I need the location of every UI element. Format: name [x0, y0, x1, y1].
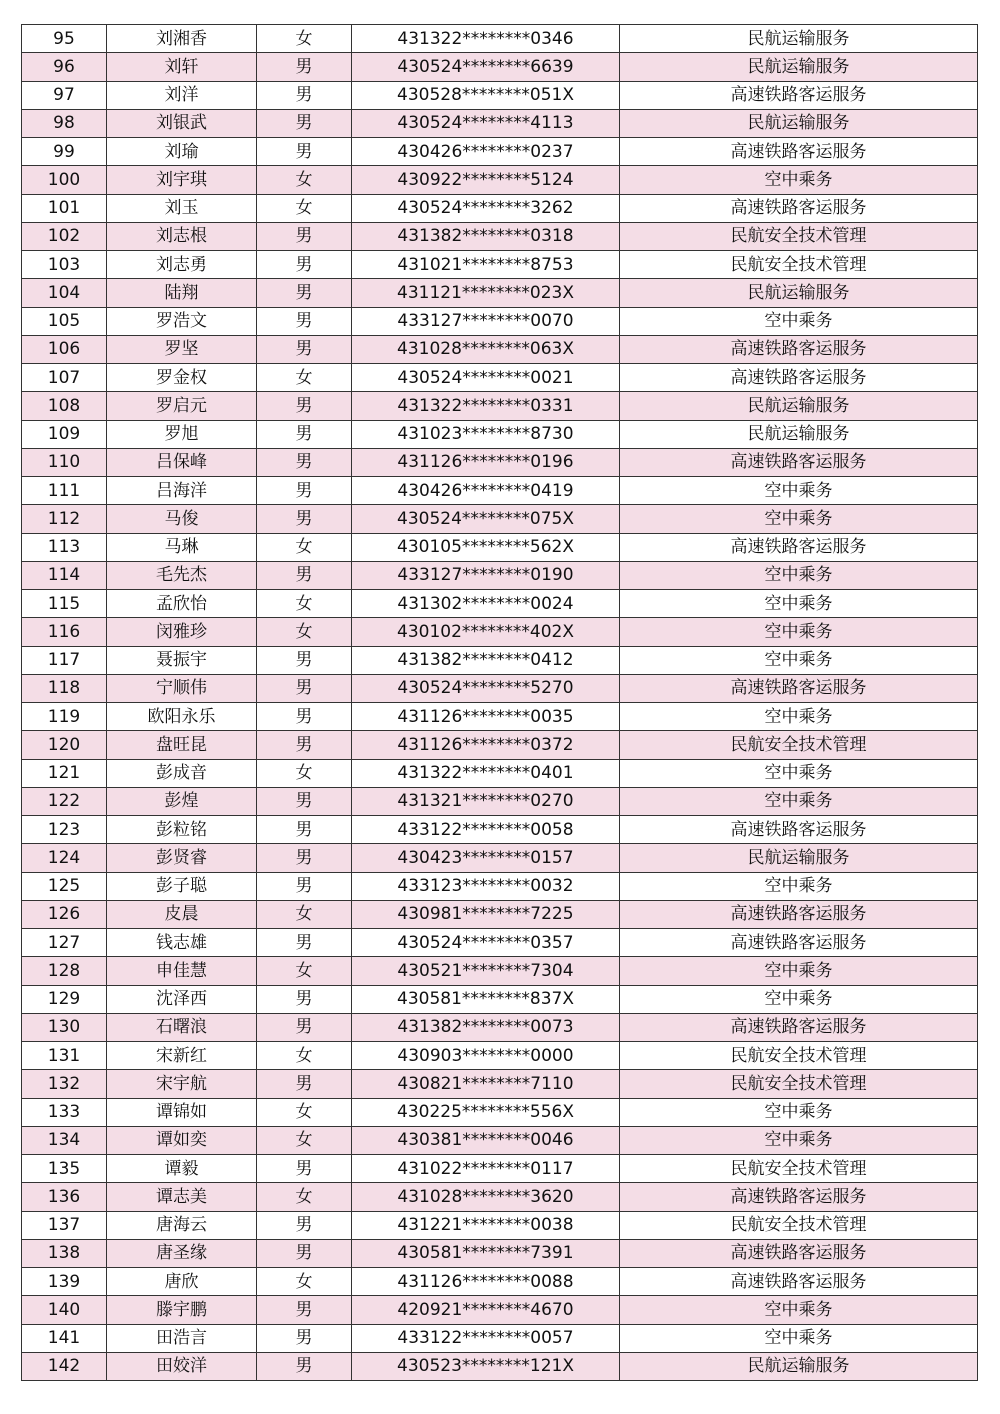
gender-cell: 男 — [257, 505, 352, 533]
name-cell: 欧阳永乐 — [107, 703, 257, 731]
gender-cell: 男 — [257, 703, 352, 731]
name-cell: 刘轩 — [107, 53, 257, 81]
name-cell: 刘志根 — [107, 222, 257, 250]
id-number-cell: 431382********0073 — [352, 1013, 620, 1041]
table-row — [22, 251, 978, 279]
name-cell: 宋新红 — [107, 1042, 257, 1070]
id-number-cell: 431028********063X — [352, 335, 620, 363]
id-number-cell: 431322********0331 — [352, 392, 620, 420]
major-cell: 空中乘务 — [620, 590, 978, 618]
table-row — [22, 392, 978, 420]
gender-cell: 男 — [257, 1013, 352, 1041]
id-number-cell: 430524********4113 — [352, 109, 620, 137]
gender-cell: 男 — [257, 477, 352, 505]
id-number-cell: 430524********0021 — [352, 364, 620, 392]
table-row — [22, 1013, 978, 1041]
major-cell: 空中乘务 — [620, 505, 978, 533]
major-cell: 空中乘务 — [620, 307, 978, 335]
table-row — [22, 279, 978, 307]
name-cell: 罗坚 — [107, 335, 257, 363]
major-cell: 空中乘务 — [620, 646, 978, 674]
table-row — [22, 646, 978, 674]
id-number-cell: 430581********837X — [352, 985, 620, 1013]
table-row — [22, 674, 978, 702]
name-cell: 马俊 — [107, 505, 257, 533]
row-number-cell: 140 — [22, 1296, 107, 1324]
name-cell: 宁顺伟 — [107, 674, 257, 702]
gender-cell: 男 — [257, 872, 352, 900]
gender-cell: 男 — [257, 1070, 352, 1098]
id-number-cell: 431126********0372 — [352, 731, 620, 759]
row-number-cell: 99 — [22, 138, 107, 166]
table-row — [22, 618, 978, 646]
name-cell: 闵雅珍 — [107, 618, 257, 646]
gender-cell: 男 — [257, 1324, 352, 1352]
table-row — [22, 787, 978, 815]
row-number-cell: 109 — [22, 420, 107, 448]
major-cell: 民航安全技术管理 — [620, 731, 978, 759]
id-number-cell: 430105********562X — [352, 533, 620, 561]
row-number-cell: 98 — [22, 109, 107, 137]
id-number-cell: 430423********0157 — [352, 844, 620, 872]
major-cell: 民航安全技术管理 — [620, 1211, 978, 1239]
gender-cell: 女 — [257, 957, 352, 985]
gender-cell: 女 — [257, 1126, 352, 1154]
table-row — [22, 307, 978, 335]
id-number-cell: 430426********0237 — [352, 138, 620, 166]
id-number-cell: 431121********023X — [352, 279, 620, 307]
row-number-cell: 122 — [22, 787, 107, 815]
row-number-cell: 125 — [22, 872, 107, 900]
id-number-cell: 430381********0046 — [352, 1126, 620, 1154]
gender-cell: 女 — [257, 166, 352, 194]
gender-cell: 男 — [257, 307, 352, 335]
major-cell: 民航运输服务 — [620, 25, 978, 53]
id-number-cell: 430981********7225 — [352, 900, 620, 928]
gender-cell: 男 — [257, 985, 352, 1013]
major-cell: 高速铁路客运服务 — [620, 533, 978, 561]
row-number-cell: 116 — [22, 618, 107, 646]
row-number-cell: 95 — [22, 25, 107, 53]
table-row — [22, 844, 978, 872]
id-number-cell: 433122********0057 — [352, 1324, 620, 1352]
major-cell: 高速铁路客运服务 — [620, 900, 978, 928]
row-number-cell: 128 — [22, 957, 107, 985]
table-row — [22, 759, 978, 787]
name-cell: 刘志勇 — [107, 251, 257, 279]
gender-cell: 男 — [257, 138, 352, 166]
table-row — [22, 1324, 978, 1352]
table-row — [22, 364, 978, 392]
table-row — [22, 1155, 978, 1183]
major-cell: 民航运输服务 — [620, 844, 978, 872]
table-row — [22, 1268, 978, 1296]
table-row — [22, 1239, 978, 1267]
row-number-cell: 113 — [22, 533, 107, 561]
table-row — [22, 533, 978, 561]
name-cell: 罗金权 — [107, 364, 257, 392]
gender-cell: 女 — [257, 590, 352, 618]
row-number-cell: 123 — [22, 816, 107, 844]
name-cell: 谭如奕 — [107, 1126, 257, 1154]
gender-cell: 男 — [257, 392, 352, 420]
gender-cell: 女 — [257, 1268, 352, 1296]
major-cell: 高速铁路客运服务 — [620, 138, 978, 166]
name-cell: 彭成音 — [107, 759, 257, 787]
gender-cell: 男 — [257, 731, 352, 759]
id-number-cell: 431028********3620 — [352, 1183, 620, 1211]
name-cell: 谭毅 — [107, 1155, 257, 1183]
row-number-cell: 136 — [22, 1183, 107, 1211]
name-cell: 彭贤睿 — [107, 844, 257, 872]
table-row — [22, 561, 978, 589]
row-number-cell: 119 — [22, 703, 107, 731]
major-cell: 民航安全技术管理 — [620, 251, 978, 279]
id-number-cell: 430524********3262 — [352, 194, 620, 222]
id-number-cell: 430102********402X — [352, 618, 620, 646]
roster-table — [21, 24, 978, 1381]
row-number-cell: 134 — [22, 1126, 107, 1154]
row-number-cell: 112 — [22, 505, 107, 533]
major-cell: 空中乘务 — [620, 1126, 978, 1154]
major-cell: 民航运输服务 — [620, 420, 978, 448]
table-row — [22, 222, 978, 250]
row-number-cell: 142 — [22, 1352, 107, 1380]
name-cell: 刘洋 — [107, 81, 257, 109]
id-number-cell: 430524********075X — [352, 505, 620, 533]
row-number-cell: 96 — [22, 53, 107, 81]
gender-cell: 男 — [257, 674, 352, 702]
name-cell: 刘玉 — [107, 194, 257, 222]
id-number-cell: 431126********0035 — [352, 703, 620, 731]
major-cell: 空中乘务 — [620, 618, 978, 646]
major-cell: 高速铁路客运服务 — [620, 1013, 978, 1041]
id-number-cell: 431322********0346 — [352, 25, 620, 53]
row-number-cell: 124 — [22, 844, 107, 872]
id-number-cell: 430528********051X — [352, 81, 620, 109]
gender-cell: 男 — [257, 279, 352, 307]
gender-cell: 男 — [257, 646, 352, 674]
table-row — [22, 900, 978, 928]
table-row — [22, 1352, 978, 1380]
major-cell: 空中乘务 — [620, 1324, 978, 1352]
name-cell: 申佳慧 — [107, 957, 257, 985]
row-number-cell: 132 — [22, 1070, 107, 1098]
name-cell: 孟欣怡 — [107, 590, 257, 618]
name-cell: 刘瑜 — [107, 138, 257, 166]
table-row — [22, 1183, 978, 1211]
name-cell: 陆翔 — [107, 279, 257, 307]
gender-cell: 男 — [257, 109, 352, 137]
major-cell: 高速铁路客运服务 — [620, 448, 978, 476]
table-row — [22, 985, 978, 1013]
table-row — [22, 1211, 978, 1239]
gender-cell: 男 — [257, 1155, 352, 1183]
row-number-cell: 121 — [22, 759, 107, 787]
row-number-cell: 117 — [22, 646, 107, 674]
major-cell: 民航安全技术管理 — [620, 1155, 978, 1183]
table-row — [22, 477, 978, 505]
id-number-cell: 430524********0357 — [352, 929, 620, 957]
id-number-cell: 431023********8730 — [352, 420, 620, 448]
name-cell: 毛先杰 — [107, 561, 257, 589]
name-cell: 宋宇航 — [107, 1070, 257, 1098]
id-number-cell: 430581********7391 — [352, 1239, 620, 1267]
row-number-cell: 118 — [22, 674, 107, 702]
table-row — [22, 194, 978, 222]
gender-cell: 女 — [257, 900, 352, 928]
id-number-cell: 431382********0412 — [352, 646, 620, 674]
major-cell: 空中乘务 — [620, 703, 978, 731]
major-cell: 民航运输服务 — [620, 1352, 978, 1380]
id-number-cell: 430523********121X — [352, 1352, 620, 1380]
row-number-cell: 102 — [22, 222, 107, 250]
name-cell: 刘湘香 — [107, 25, 257, 53]
id-number-cell: 433122********0058 — [352, 816, 620, 844]
major-cell: 空中乘务 — [620, 759, 978, 787]
table-row — [22, 420, 978, 448]
id-number-cell: 431382********0318 — [352, 222, 620, 250]
id-number-cell: 420921********4670 — [352, 1296, 620, 1324]
roster-body — [22, 25, 978, 1381]
major-cell: 空中乘务 — [620, 957, 978, 985]
name-cell: 罗旭 — [107, 420, 257, 448]
gender-cell: 男 — [257, 1296, 352, 1324]
major-cell: 空中乘务 — [620, 1296, 978, 1324]
name-cell: 彭粒铭 — [107, 816, 257, 844]
name-cell: 唐欣 — [107, 1268, 257, 1296]
row-number-cell: 108 — [22, 392, 107, 420]
id-number-cell: 431126********0088 — [352, 1268, 620, 1296]
gender-cell: 女 — [257, 759, 352, 787]
name-cell: 田姣洋 — [107, 1352, 257, 1380]
major-cell: 民航安全技术管理 — [620, 222, 978, 250]
gender-cell: 女 — [257, 618, 352, 646]
gender-cell: 女 — [257, 364, 352, 392]
row-number-cell: 101 — [22, 194, 107, 222]
row-number-cell: 115 — [22, 590, 107, 618]
table-row — [22, 590, 978, 618]
table-row — [22, 957, 978, 985]
table-row — [22, 53, 978, 81]
row-number-cell: 106 — [22, 335, 107, 363]
name-cell: 钱志雄 — [107, 929, 257, 957]
name-cell: 滕宇鹏 — [107, 1296, 257, 1324]
major-cell: 高速铁路客运服务 — [620, 674, 978, 702]
id-number-cell: 430903********0000 — [352, 1042, 620, 1070]
table-row — [22, 505, 978, 533]
major-cell: 空中乘务 — [620, 477, 978, 505]
row-number-cell: 138 — [22, 1239, 107, 1267]
id-number-cell: 431021********8753 — [352, 251, 620, 279]
id-number-cell: 433127********0190 — [352, 561, 620, 589]
major-cell: 高速铁路客运服务 — [620, 816, 978, 844]
gender-cell: 男 — [257, 816, 352, 844]
table-row — [22, 166, 978, 194]
id-number-cell: 430821********7110 — [352, 1070, 620, 1098]
major-cell: 高速铁路客运服务 — [620, 335, 978, 363]
name-cell: 吕海洋 — [107, 477, 257, 505]
id-number-cell: 430225********556X — [352, 1098, 620, 1126]
row-number-cell: 137 — [22, 1211, 107, 1239]
major-cell: 民航运输服务 — [620, 279, 978, 307]
major-cell: 民航安全技术管理 — [620, 1042, 978, 1070]
gender-cell: 男 — [257, 448, 352, 476]
row-number-cell: 141 — [22, 1324, 107, 1352]
name-cell: 谭志美 — [107, 1183, 257, 1211]
id-number-cell: 431321********0270 — [352, 787, 620, 815]
table-row — [22, 1070, 978, 1098]
id-number-cell: 430524********5270 — [352, 674, 620, 702]
name-cell: 皮晨 — [107, 900, 257, 928]
gender-cell: 女 — [257, 1098, 352, 1126]
major-cell: 高速铁路客运服务 — [620, 1239, 978, 1267]
row-number-cell: 107 — [22, 364, 107, 392]
id-number-cell: 431022********0117 — [352, 1155, 620, 1183]
id-number-cell: 433123********0032 — [352, 872, 620, 900]
major-cell: 高速铁路客运服务 — [620, 1183, 978, 1211]
name-cell: 彭煌 — [107, 787, 257, 815]
gender-cell: 女 — [257, 194, 352, 222]
major-cell: 高速铁路客运服务 — [620, 1268, 978, 1296]
gender-cell: 男 — [257, 844, 352, 872]
row-number-cell: 133 — [22, 1098, 107, 1126]
gender-cell: 男 — [257, 335, 352, 363]
table-row — [22, 25, 978, 53]
major-cell: 空中乘务 — [620, 985, 978, 1013]
major-cell: 空中乘务 — [620, 1098, 978, 1126]
gender-cell: 男 — [257, 561, 352, 589]
name-cell: 罗浩文 — [107, 307, 257, 335]
name-cell: 唐海云 — [107, 1211, 257, 1239]
row-number-cell: 97 — [22, 81, 107, 109]
major-cell: 民航运输服务 — [620, 53, 978, 81]
row-number-cell: 114 — [22, 561, 107, 589]
name-cell: 马琳 — [107, 533, 257, 561]
row-number-cell: 131 — [22, 1042, 107, 1070]
gender-cell: 女 — [257, 533, 352, 561]
gender-cell: 女 — [257, 25, 352, 53]
id-number-cell: 430524********6639 — [352, 53, 620, 81]
major-cell: 高速铁路客运服务 — [620, 364, 978, 392]
name-cell: 罗启元 — [107, 392, 257, 420]
gender-cell: 男 — [257, 81, 352, 109]
table-row — [22, 335, 978, 363]
row-number-cell: 130 — [22, 1013, 107, 1041]
table-row — [22, 731, 978, 759]
major-cell: 民航运输服务 — [620, 392, 978, 420]
table-row — [22, 929, 978, 957]
id-number-cell: 431302********0024 — [352, 590, 620, 618]
table-row — [22, 1296, 978, 1324]
id-number-cell: 431322********0401 — [352, 759, 620, 787]
name-cell: 聂振宇 — [107, 646, 257, 674]
row-number-cell: 110 — [22, 448, 107, 476]
gender-cell: 女 — [257, 1183, 352, 1211]
gender-cell: 男 — [257, 1239, 352, 1267]
name-cell: 谭锦如 — [107, 1098, 257, 1126]
id-number-cell: 431221********0038 — [352, 1211, 620, 1239]
row-number-cell: 120 — [22, 731, 107, 759]
row-number-cell: 103 — [22, 251, 107, 279]
gender-cell: 男 — [257, 787, 352, 815]
major-cell: 高速铁路客运服务 — [620, 81, 978, 109]
gender-cell: 男 — [257, 53, 352, 81]
name-cell: 刘宇琪 — [107, 166, 257, 194]
major-cell: 民航安全技术管理 — [620, 1070, 978, 1098]
row-number-cell: 105 — [22, 307, 107, 335]
table-row — [22, 81, 978, 109]
row-number-cell: 111 — [22, 477, 107, 505]
row-number-cell: 139 — [22, 1268, 107, 1296]
id-number-cell: 430426********0419 — [352, 477, 620, 505]
table-row — [22, 109, 978, 137]
name-cell: 唐圣缘 — [107, 1239, 257, 1267]
table-row — [22, 872, 978, 900]
id-number-cell: 430922********5124 — [352, 166, 620, 194]
name-cell: 沈泽西 — [107, 985, 257, 1013]
table-row — [22, 1098, 978, 1126]
gender-cell: 女 — [257, 1042, 352, 1070]
name-cell: 彭子聪 — [107, 872, 257, 900]
major-cell: 民航运输服务 — [620, 109, 978, 137]
major-cell: 空中乘务 — [620, 787, 978, 815]
name-cell: 刘银武 — [107, 109, 257, 137]
major-cell: 空中乘务 — [620, 561, 978, 589]
gender-cell: 男 — [257, 251, 352, 279]
row-number-cell: 100 — [22, 166, 107, 194]
id-number-cell: 431126********0196 — [352, 448, 620, 476]
major-cell: 空中乘务 — [620, 166, 978, 194]
name-cell: 田浩言 — [107, 1324, 257, 1352]
id-number-cell: 433127********0070 — [352, 307, 620, 335]
row-number-cell: 129 — [22, 985, 107, 1013]
row-number-cell: 127 — [22, 929, 107, 957]
table-row — [22, 703, 978, 731]
table-row — [22, 1042, 978, 1070]
gender-cell: 男 — [257, 222, 352, 250]
row-number-cell: 104 — [22, 279, 107, 307]
name-cell: 吕保峰 — [107, 448, 257, 476]
table-row — [22, 816, 978, 844]
table-row — [22, 448, 978, 476]
table-row — [22, 138, 978, 166]
gender-cell: 男 — [257, 1352, 352, 1380]
row-number-cell: 135 — [22, 1155, 107, 1183]
id-number-cell: 430521********7304 — [352, 957, 620, 985]
major-cell: 高速铁路客运服务 — [620, 194, 978, 222]
gender-cell: 男 — [257, 929, 352, 957]
gender-cell: 男 — [257, 1211, 352, 1239]
name-cell: 石曙浪 — [107, 1013, 257, 1041]
table-row — [22, 1126, 978, 1154]
major-cell: 空中乘务 — [620, 872, 978, 900]
gender-cell: 男 — [257, 420, 352, 448]
major-cell: 高速铁路客运服务 — [620, 929, 978, 957]
row-number-cell: 126 — [22, 900, 107, 928]
name-cell: 盘旺昆 — [107, 731, 257, 759]
